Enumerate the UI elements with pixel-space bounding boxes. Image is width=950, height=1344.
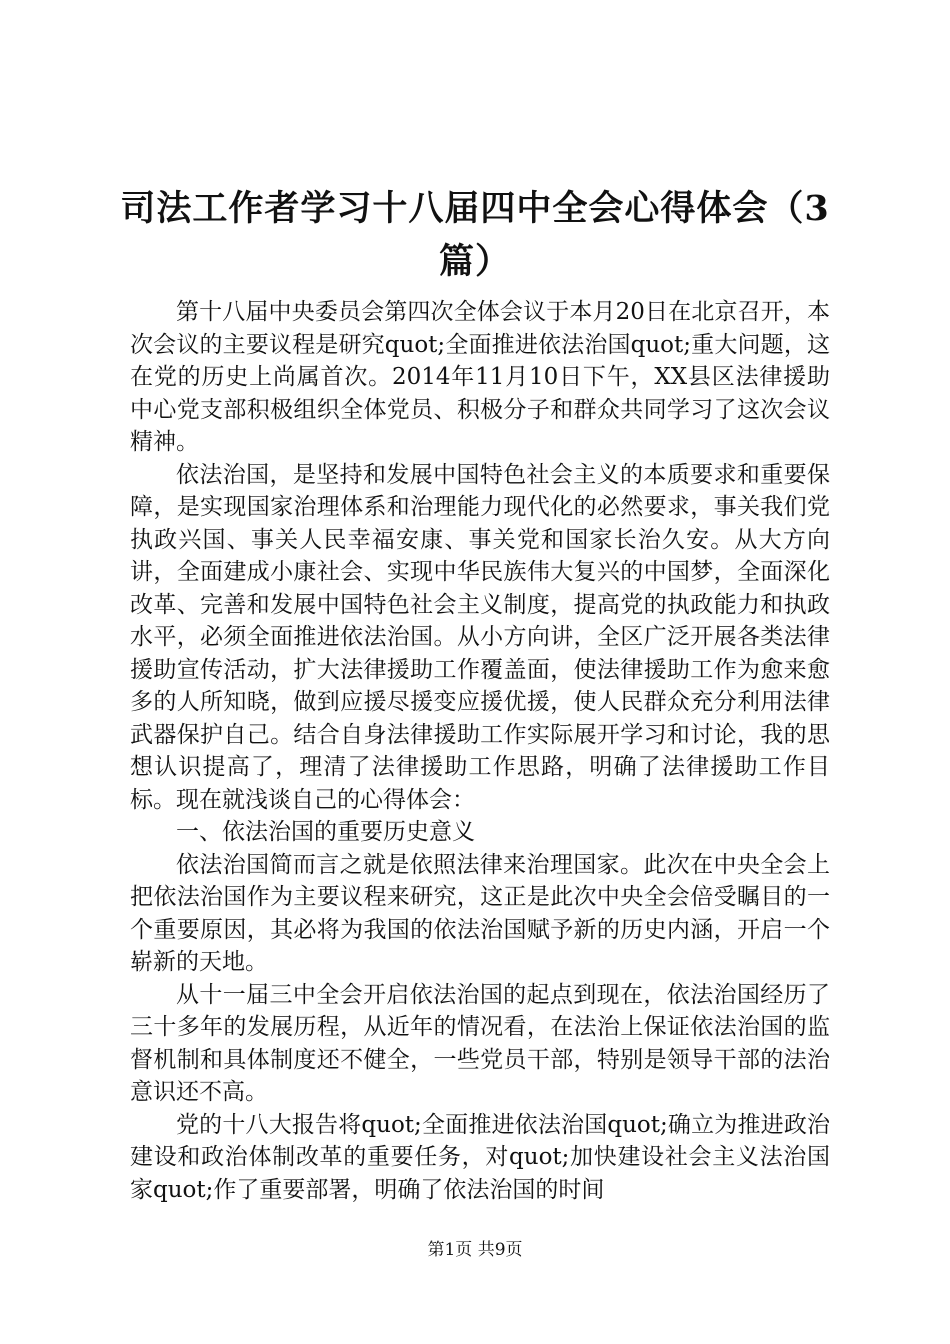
page-number-footer: 第1页 共9页 <box>427 1240 523 1260</box>
paragraph-eighteenth-congress: 党的十八大报告将quot;全面推进依法治国quot;确立为推进政治建设和政治体制改革的重要任务，对quot;加快建设社会主义法治国家quot;作了重要部署，明确了依法治国的时间 <box>130 1111 830 1203</box>
section-heading-1: 一、依法治国的重要历史意义 <box>176 819 475 845</box>
paragraph-rule-of-law: 依法治国，是坚持和发展中国特色社会主义的本质要求和重要保障，是实现国家治理体系和治理能力现代化的必然要求，事关我们党执政兴国、事关人民幸福安康、事关党和国家长治久安。从大方向讲，全面建成小康社会、实现中华民族伟大复兴的中国梦，全面深化改革、完善和发展中国特色社会主义制度，提高党的执政能力和执政水平，必须全面推进依法治国。从小方向讲，全区广泛开展各类法律援助宣传活动，扩大法律援助工作覆盖面，使法律援助工作为愈来愈多的人所知晓，做到应援尽援变应援优援，使人民群众充分利用法律武器保护自己。结合自身法律援助工作实际展开学习和讨论，我的思想认识提高了，理清了法律援助工作思路，明确了法律援助工作目标。现在就浅谈自己的心得体会： <box>130 461 830 813</box>
document-title: 司法工作者学习十八届四中全会心得体会（3篇） <box>120 188 830 282</box>
paragraph-intro: 第十八届中央委员会第四次全体会议于本月20日在北京召开，本次会议的主要议程是研究quot;全面推进依法治国quot;重大问题，这在党的历史上尚属首次。2014年11月10日下午，XX县区法律援助中心党支部积极组织全体党员、积极分子和群众共同学习了这次会议精神。 <box>130 299 830 455</box>
paragraph-definition: 依法治国简而言之就是依照法律来治理国家。此次在中央全会上把依法治国作为主要议程来研究，这正是此次中央全会倍受瞩目的一个重要原因，其必将为我国的依法治国赋予新的历史内涵，开启一个崭新的天地。 <box>130 851 830 975</box>
paragraph-history: 从十一届三中全会开启依法治国的起点到现在，依法治国经历了三十多年的发展历程，从近年的情况看，在法治上保证依法治国的监督机制和具体制度还不健全，一些党员干部，特别是领导干部的法治意识还不高。 <box>130 981 830 1105</box>
document-body <box>130 296 830 1206</box>
